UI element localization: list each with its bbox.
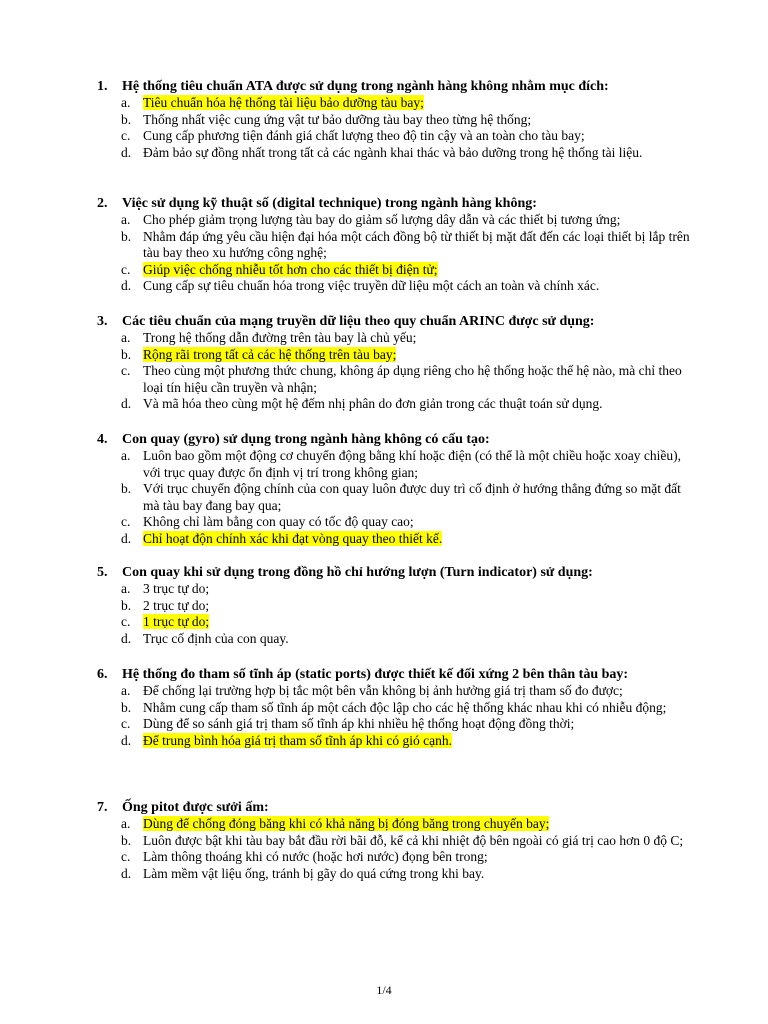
option-text: 2 trục tự do; <box>143 597 210 613</box>
option-a <box>97 448 697 481</box>
option-text: Nhằm đáp ứng yêu cầu hiện đại hóa một cách đồng bộ từ thiết bị mặt đất đến các loại thiết bị lắp trên tàu bay theo xu hướng công nghệ; <box>143 228 690 260</box>
question-number: 4. <box>97 432 108 447</box>
option-letter: b. <box>121 346 132 362</box>
option-letter: b. <box>121 832 132 848</box>
option-list <box>97 683 697 749</box>
question-text: Con quay (gyro) sử dụng trong ngành hàng không có cấu tạo: <box>122 432 490 447</box>
question-text: Hệ thống đo tham số tĩnh áp (static ports) được thiết kế đối xứng 2 bên thân tàu bay: <box>122 667 629 682</box>
option-letter: b. <box>121 228 132 244</box>
option-letter: c. <box>121 514 131 529</box>
option-letter: b. <box>121 699 132 715</box>
option-c <box>97 514 697 531</box>
option-text: Không chỉ làm bằng con quay có tốc độ quay cao; <box>143 514 414 529</box>
question-title <box>97 667 697 683</box>
option-letter: a. <box>121 330 131 345</box>
option-text: Luôn được bật khi tàu bay bắt đầu rời bãi đỗ, kể cả khi nhiệt độ bên ngoài có giá trị cao hơn 0 độ C; <box>143 832 684 848</box>
option-text-highlighted: Chỉ hoạt độn chính xác khi đạt vòng quay theo thiết kế. <box>143 530 443 546</box>
question-number: 1. <box>97 79 108 94</box>
question-title <box>97 314 697 330</box>
option-a <box>97 581 697 598</box>
option-text: Với trục chuyển động chính của con quay luôn được duy trì cố định ở hướng thẳng đứng so mặt đất mà tàu bay đang bay qua; <box>143 481 681 513</box>
option-text-highlighted: Giúp việc chống nhiễu tốt hơn cho các thiết bị điện tử; <box>143 261 438 277</box>
option-text: Thống nhất việc cung ứng vật tư bảo dưỡng tàu bay theo từng hệ thống; <box>143 111 532 127</box>
question-number: 2. <box>97 196 108 211</box>
question-6 <box>97 667 697 749</box>
option-letter: d. <box>121 396 132 411</box>
option-letter: b. <box>121 481 132 496</box>
option-text: Trục cố định của con quay. <box>143 630 289 646</box>
question-title <box>97 800 697 816</box>
option-text-highlighted: Để trung bình hóa giá trị tham số tĩnh áp khi có gió cạnh. <box>143 732 452 748</box>
question-title <box>97 432 697 448</box>
question-number: 7. <box>97 800 108 815</box>
option-b <box>97 700 697 717</box>
option-text: Cho phép giảm trọng lượng tàu bay do giảm số lượng dây dẫn và các thiết bị tương ứng; <box>143 212 621 227</box>
option-letter: d. <box>121 530 132 546</box>
option-letter: d. <box>121 865 132 881</box>
option-d <box>97 396 697 413</box>
question-4 <box>97 432 697 547</box>
option-c <box>97 849 697 866</box>
option-d <box>97 733 697 750</box>
option-list <box>97 581 697 647</box>
option-d <box>97 531 697 548</box>
page-number: 1/4 <box>376 983 392 997</box>
option-list <box>97 816 697 882</box>
option-letter: a. <box>121 581 131 596</box>
option-text: Để chống lại trường hợp bị tắc một bên vẫn không bị ảnh hưởng giá trị tham số đo được; <box>143 683 623 698</box>
option-letter: c. <box>121 363 131 378</box>
question-text: Việc sử dụng kỹ thuật số (digital technique) trong ngành hàng không: <box>122 196 537 211</box>
option-text-highlighted: Rộng rãi trong tất cả các hệ thống trên tàu bay; <box>143 346 397 362</box>
option-letter: a. <box>121 683 131 698</box>
option-text: Làm mềm vật liệu ống, tránh bị gãy do quá cứng trong khi bay. <box>143 865 485 881</box>
question-text: Hệ thống tiêu chuẩn ATA được sử dụng trong ngành hàng không nhằm mục đích: <box>122 79 609 94</box>
option-text: Làm thông thoáng khi có nước (hoặc hơi nước) đọng bên trong; <box>143 849 488 864</box>
option-text: Cung cấp phương tiện đánh giá chất lượng theo độ tin cậy và an toàn cho tàu bay; <box>143 128 585 143</box>
option-a <box>97 683 697 700</box>
option-letter: a. <box>121 816 131 831</box>
option-letter: d. <box>121 144 132 160</box>
option-b <box>97 598 697 615</box>
option-text: 3 trục tự do; <box>143 581 210 596</box>
option-d <box>97 866 697 883</box>
option-text: Và mã hóa theo cùng một hệ đếm nhị phân do đơn giản trong các thuật toán sử dụng. <box>143 396 603 411</box>
option-text-highlighted: Dùng để chống đóng băng khi có khả năng bị đóng băng trong chuyến bay; <box>143 816 550 831</box>
option-a <box>97 95 697 112</box>
option-list <box>97 95 697 161</box>
option-text: Theo cùng một phương thức chung, không áp dụng riêng cho hệ thống hoặc thế hệ nào, mà chỉ theo loại tín hiệu cần truyền và nhận; <box>143 363 682 395</box>
option-a <box>97 330 697 347</box>
option-d <box>97 145 697 162</box>
question-number: 6. <box>97 667 108 682</box>
option-b <box>97 833 697 850</box>
option-text: Đảm bảo sự đồng nhất trong tất cả các ngành khai thác và bảo dưỡng trong hệ thống tài liệu. <box>143 144 643 160</box>
option-a <box>97 816 697 833</box>
option-b <box>97 481 697 514</box>
option-letter: a. <box>121 448 131 463</box>
option-letter: c. <box>121 716 131 731</box>
option-text-highlighted: 1 trục tự do; <box>143 614 210 629</box>
question-title <box>97 79 697 95</box>
question-1 <box>97 79 697 161</box>
question-text: Con quay khi sử dụng trong đồng hồ chỉ hướng lượn (Turn indicator) sử dụng: <box>122 565 593 580</box>
option-d <box>97 278 697 295</box>
option-list <box>97 330 697 413</box>
option-list <box>97 448 697 547</box>
option-letter: d. <box>121 630 132 646</box>
question-number: 3. <box>97 314 108 329</box>
question-text: Các tiêu chuẩn của mạng truyền dữ liệu theo quy chuẩn ARINC được sử dụng: <box>122 314 595 329</box>
question-title <box>97 565 697 581</box>
option-text: Dùng để so sánh giá trị tham số tĩnh áp khi nhiều hệ thống hoạt động đồng thời; <box>143 716 575 731</box>
option-letter: d. <box>121 732 132 748</box>
option-list <box>97 212 697 295</box>
question-title <box>97 196 697 212</box>
option-letter: d. <box>121 278 132 293</box>
option-c <box>97 716 697 733</box>
option-b <box>97 112 697 129</box>
option-letter: c. <box>121 261 131 277</box>
question-7 <box>97 800 697 882</box>
option-c <box>97 128 697 145</box>
option-text-highlighted: Tiêu chuẩn hóa hệ thống tài liệu bảo dưỡng tàu bay; <box>143 95 424 110</box>
option-letter: c. <box>121 849 131 864</box>
option-a <box>97 212 697 229</box>
question-number: 5. <box>97 565 108 580</box>
option-letter: a. <box>121 212 131 227</box>
option-letter: b. <box>121 111 132 127</box>
option-b <box>97 347 697 364</box>
option-letter: c. <box>121 614 131 629</box>
option-letter: b. <box>121 597 132 613</box>
option-c <box>97 262 697 279</box>
option-text: Luôn bao gồm một động cơ chuyển động bằng khí hoặc điện (có thể là một chiều hoặc xoay chiều), với trục quay được ổn định vị trí trong không gian; <box>143 448 681 480</box>
question-2 <box>97 196 697 295</box>
option-b <box>97 229 697 262</box>
option-c <box>97 614 697 631</box>
question-3 <box>97 314 697 413</box>
option-text: Nhằm cung cấp tham số tĩnh áp một cách độc lập cho các hệ thống khác nhau khi có nhiễu động; <box>143 699 667 715</box>
option-d <box>97 631 697 648</box>
option-letter: a. <box>121 95 131 110</box>
option-letter: c. <box>121 128 131 143</box>
option-text: Cung cấp sự tiêu chuẩn hóa trong việc truyền dữ liệu một cách an toàn và chính xác. <box>143 278 600 293</box>
question-5 <box>97 565 697 647</box>
option-text: Trong hệ thống dẫn đường trên tàu bay là chủ yếu; <box>143 330 417 345</box>
option-c <box>97 363 697 396</box>
question-text: Ống pitot được sưởi ấm: <box>122 800 269 815</box>
